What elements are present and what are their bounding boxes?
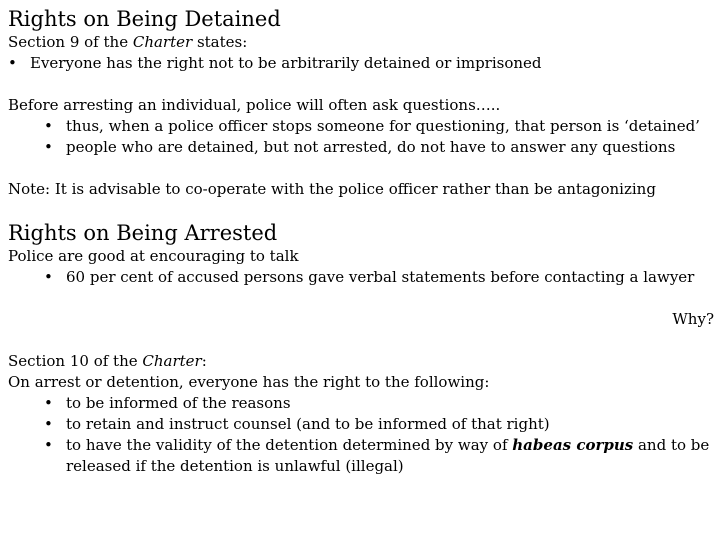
bullet-icon: •: [44, 117, 53, 135]
bullet-icon: •: [8, 54, 17, 72]
bullet-no-answer: • people who are detained, but not arrested, do not have to answer any questions: [44, 138, 676, 156]
habeas-corpus-term: habeas corpus: [512, 436, 634, 454]
bullet-arbitrary-detention: • Everyone has the right not to be arbitrarily detained or imprisoned: [8, 54, 542, 72]
bullet-retain-counsel: • to retain and instruct counsel (and to be informed of that right): [44, 415, 550, 433]
bullet-icon: •: [44, 415, 53, 433]
bullet-icon: •: [44, 268, 53, 286]
why-question: Why?: [672, 310, 714, 328]
charter-italic: Charter: [142, 352, 202, 370]
section-9-line: Section 9 of the Charter states:: [8, 33, 248, 51]
charter-italic: Charter: [132, 33, 193, 51]
before-arresting-line: Before arresting an individual, police will often ask questions…..: [8, 96, 501, 114]
note-line: Note: It is advisable to co-operate with the police officer rather than be antagonizing: [8, 180, 656, 198]
bullet-habeas-corpus: • to have the validity of the detention determined by way of habeas corpus and to be released if the detention is unlawful (illegal): [44, 436, 710, 475]
document-page: [8, 6, 714, 477]
bullet-icon: •: [44, 436, 53, 454]
heading-detained: Rights on Being Detained: [8, 7, 281, 31]
heading-arrested: Rights on Being Arrested: [8, 221, 278, 245]
section-10-line: Section 10 of the Charter:: [8, 352, 207, 370]
rights-intro-line: On arrest or detention, everyone has the right to the following:: [8, 373, 490, 391]
police-encourage-line: Police are good at encouraging to talk: [8, 247, 299, 265]
bullet-icon: •: [44, 138, 53, 156]
bullet-detained-meaning: • thus, when a police officer stops someone for questioning, that person is ‘detained’: [44, 117, 700, 135]
bullet-icon: •: [44, 394, 53, 412]
bullet-sixty-percent: • 60 per cent of accused persons gave verbal statements before contacting a lawyer: [44, 268, 695, 286]
bullet-informed-reasons: • to be informed of the reasons: [44, 394, 291, 412]
